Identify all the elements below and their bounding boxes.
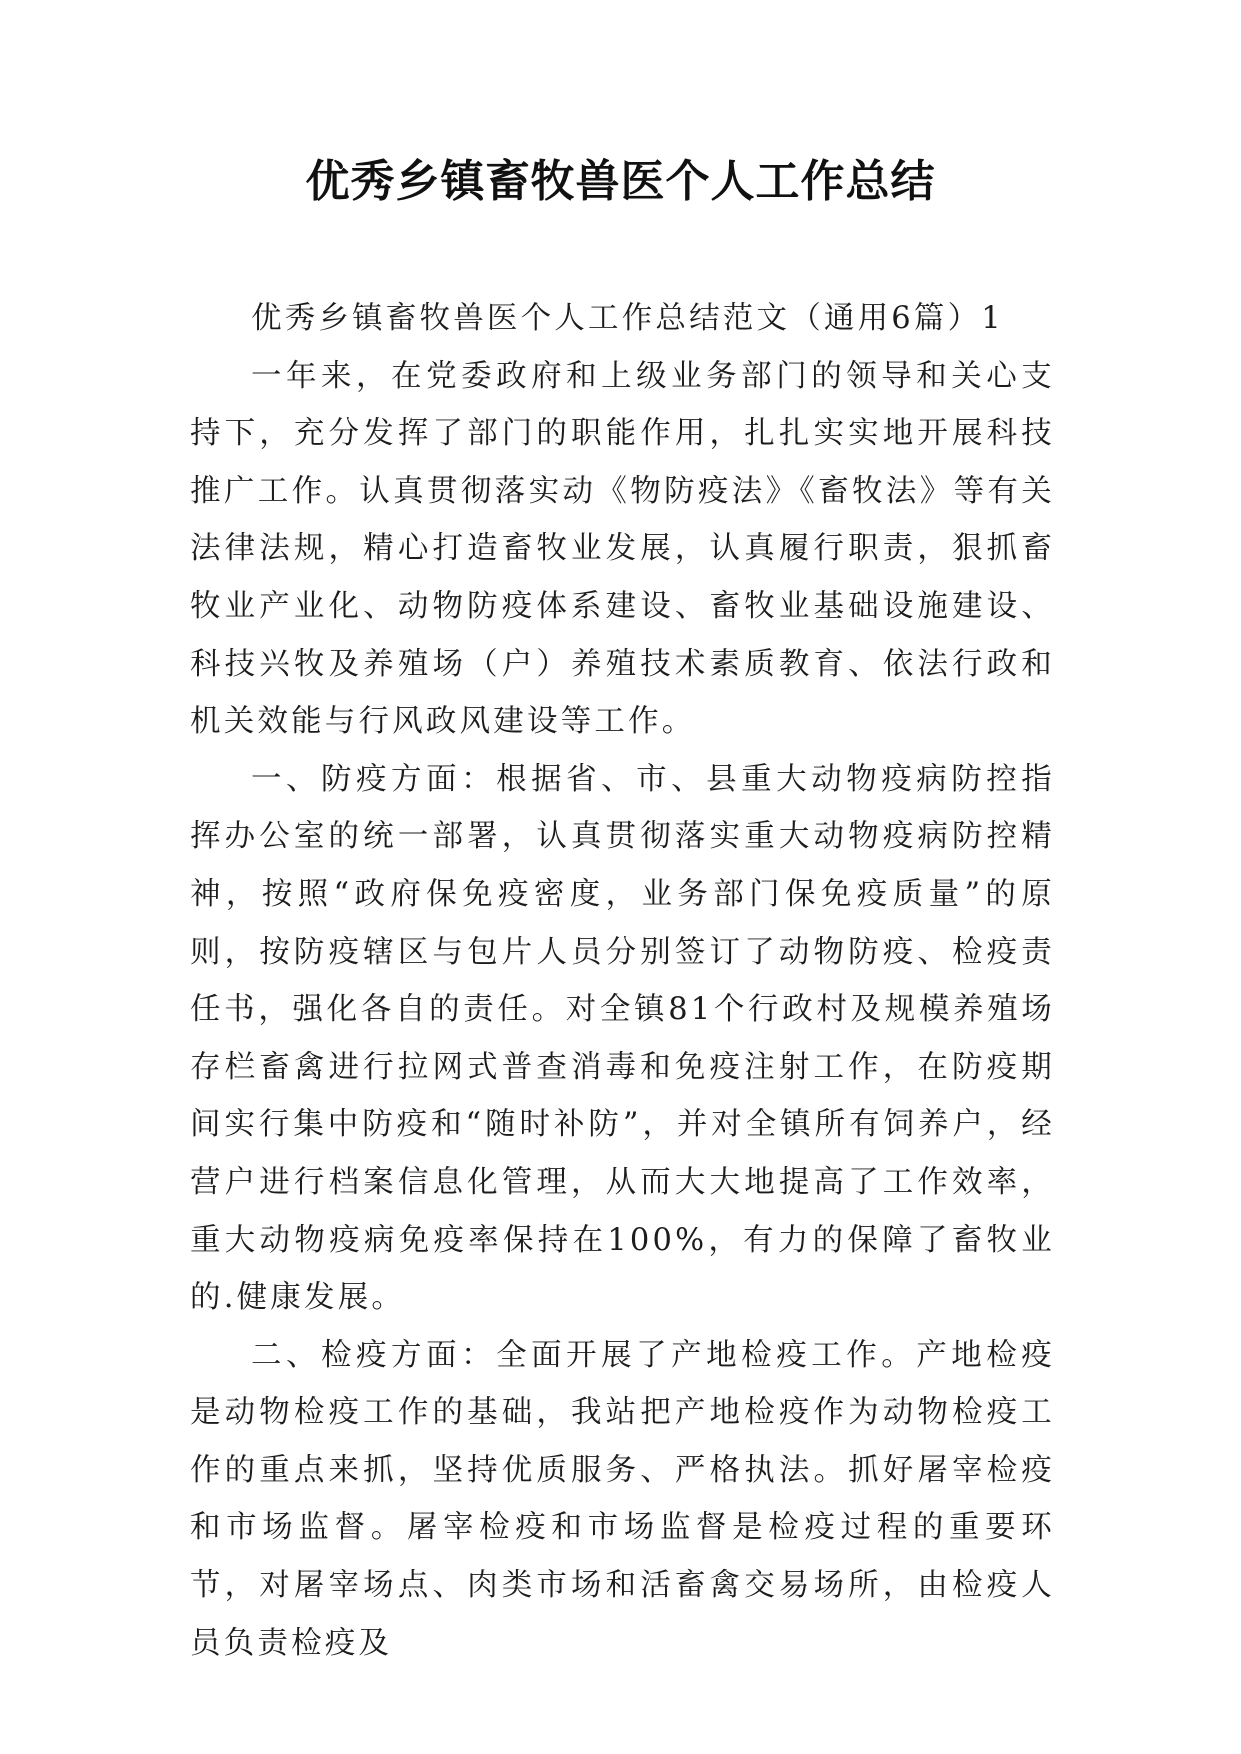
document-body xyxy=(190,290,1055,1672)
intro-paragraph: 一年来，在党委政府和上级业务部门的领导和关心支持下，充分发挥了部门的职能作用，扎扎实实地开展科技推广工作。认真贯彻落实动《物防疫法》《畜牧法》等有关法律法规，精心打造畜牧业发展，认真履行职责，狠抓畜牧业产业化、动物防疫体系建设、畜牧业基础设施建设、科技兴牧及养殖场（户）养殖技术素质教育、依法行政和机关效能与行风政风建设等工作。 xyxy=(190,358,1055,740)
document-title: 优秀乡镇畜牧兽医个人工作总结 xyxy=(305,156,936,207)
subtitle-paragraph: 优秀乡镇畜牧兽医个人工作总结范文（通用6篇）1 xyxy=(251,301,1004,336)
quarantine-paragraph: 二、检疫方面：全面开展了产地检疫工作。产地检疫是动物检疫工作的基础，我站把产地检疫作为动物检疫工作的重点来抓，坚持优质服务、严格执法。抓好屠宰检疫和市场监督。屠宰检疫和市场监督是检疫过程的重要环节，对屠宰场点、肉类市场和活畜禽交易场所，由检疫人员负责检疫及 xyxy=(190,1337,1055,1661)
epidemic-prevention-paragraph: 一、防疫方面：根据省、市、县重大动物疫病防控指挥办公室的统一部署，认真贯彻落实重大动物疫病防控精神，按照“政府保免疫密度，业务部门保免疫质量”的原则，按防疫辖区与包片人员分别签订了动物防疫、检疫责任书，强化各自的责任。对全镇81个行政村及规模养殖场存栏畜禽进行拉网式普查消毒和免疫注射工作，在防疫期间实行集中防疫和“随时补防”，并对全镇所有饲养户，经营户进行档案信息化管理，从而大大地提高了工作效率，重大动物疫病免疫率保持在100%，有力的保障了畜牧业的.健康发展。 xyxy=(190,761,1055,1316)
